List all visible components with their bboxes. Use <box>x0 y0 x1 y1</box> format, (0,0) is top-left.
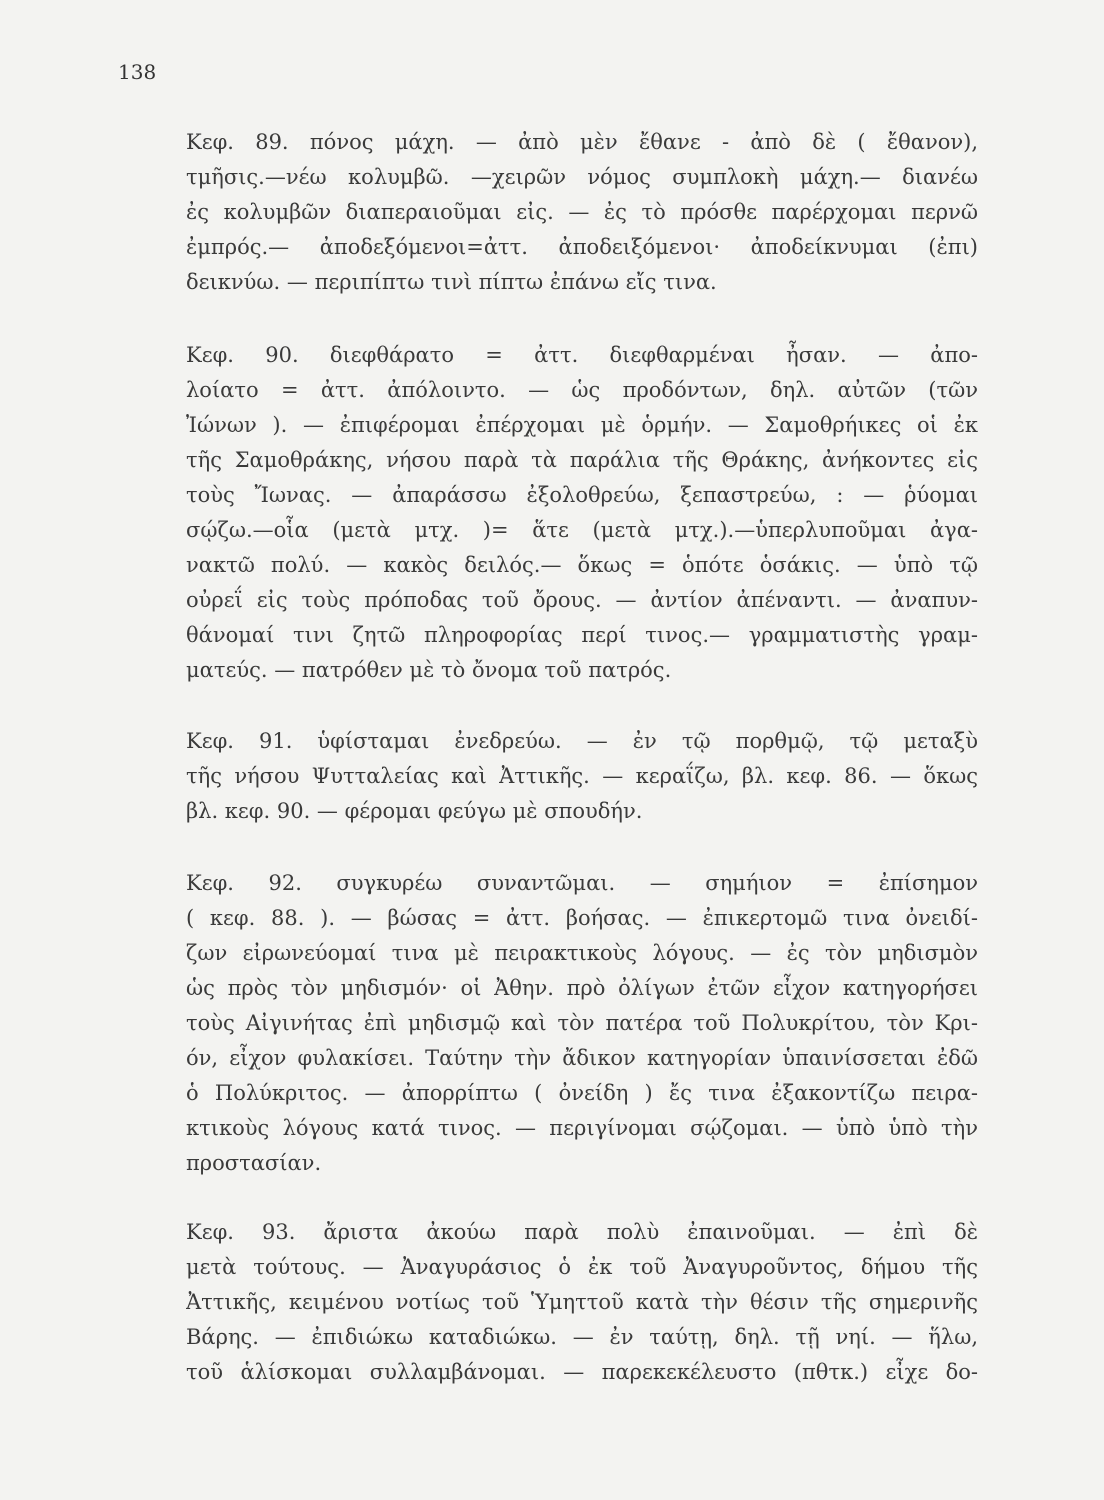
text-line: Κεφ. 92. συγκυρέω συναντῶμαι. — σημήιον = ἐπίσημον <box>186 871 978 895</box>
section-chapter-89 <box>186 125 978 300</box>
text-line: ματεύς. — πατρόθεν μὲ τὸ ὄνομα τοῦ πατρός. <box>186 658 672 682</box>
text-line: σῴζω.—οἷα (μετὰ μτχ. )= ἅτε (μετὰ μτχ.).—ὑπερλυποῦμαι ἀγα- <box>186 518 978 542</box>
text-line: ζων εἰρωνεύομαί τινα μὲ πειρακτικοὺς λόγους. — ἐς τὸν μηδισμὸν <box>186 941 978 965</box>
text-line: προστασίαν. <box>186 1151 322 1175</box>
text-line: θάνομαί τινι ζητῶ πληροφορίας περί τινος.— γραμματιστὴς γραμ- <box>186 623 978 647</box>
text-line: Κεφ. 90. διεφθάρατο = ἀττ. διεφθαρμέναι ἦσαν. — ἀπο- <box>186 343 978 367</box>
text-line: τοὺς Ἴωνας. — ἀπαράσσω ἐξολοθρεύω, ξεπαστρεύω, : — ῥύομαι <box>186 483 978 507</box>
text-line: τοὺς Αἰγινήτας ἐπὶ μηδισμῷ καὶ τὸν πατέρα τοῦ Πολυκρίτου, τὸν Κρι- <box>186 1011 978 1035</box>
text-line: όν, εἶχον φυλακίσει. Ταύτην τὴν ἄδικον κατηγορίαν ὑπαινίσσεται ἐδῶ <box>186 1046 978 1070</box>
text-line: λοίατο = ἀττ. ἀπόλοιντο. — ὡς προδόντων, δηλ. αὐτῶν (τῶν <box>186 378 978 402</box>
text-line: ὁ Πολύκριτος. — ἀπορρίπτω ( ὀνείδη ) ἔς τινα ἐξακοντίζω πειρα- <box>186 1081 978 1105</box>
text-line: ἐς κολυμβῶν διαπεραιοῦμαι εἰς. — ἐς τὸ πρόσθε παρέρχομαι περνῶ <box>186 200 978 224</box>
section-chapter-93 <box>186 1215 978 1390</box>
text-line: Κεφ. 91. ὑφίσταμαι ἐνεδρεύω. — ἐν τῷ πορθμῷ, τῷ μεταξὺ <box>186 729 978 753</box>
text-line: Κεφ. 89. πόνος μάχη. — ἀπὸ μὲν ἔθανε - ἀπὸ δὲ ( ἔθανον), <box>186 130 978 154</box>
text-line: τῆς Σαμοθράκης, νήσου παρὰ τὰ παράλια τῆς Θράκης, ἀνήκοντες εἰς <box>186 448 978 472</box>
text-line: οὐρεΐ εἰς τοὺς πρόποδας τοῦ ὄρους. — ἀντίον ἀπέναντι. — ἀναπυν- <box>186 588 978 612</box>
text-line: Ἰώνων ). — ἐπιφέρομαι ἐπέρχομαι μὲ ὁρμήν. — Σαμοθρήικες οἱ ἐκ <box>186 413 978 437</box>
text-line: Ἀττικῆς, κειμένου νοτίως τοῦ Ὑμηττοῦ κατὰ τὴν θέσιν τῆς σημερινῆς <box>186 1290 978 1314</box>
text-line: ( κεφ. 88. ). — βώσας = ἀττ. βοήσας. — ἐπικερτομῶ τινα ὀνειδί- <box>186 906 978 930</box>
text-line: τῆς νήσου Ψυτταλείας καὶ Ἀττικῆς. — κεραΐζω, βλ. κεφ. 86. — ὅκως <box>186 764 978 788</box>
text-line: κτικοὺς λόγους κατά τινος. — περιγίνομαι σῴζομαι. — ὑπὸ ὑπὸ τὴν <box>186 1116 978 1140</box>
section-chapter-92 <box>186 866 978 1181</box>
text-line: βλ. κεφ. 90. — φέρομαι φεύγω μὲ σπουδήν. <box>186 799 643 823</box>
text-line: Βάρης. — ἐπιδιώκω καταδιώκω. — ἐν ταύτῃ, δηλ. τῇ νηί. — ἥλω, <box>186 1325 978 1349</box>
text-line: τμῆσις.—νέω κολυμβῶ. —χειρῶν νόμος συμπλοκὴ μάχη.— διανέω <box>186 165 978 189</box>
text-line: δεικνύω. — περιπίπτω τινὶ πίπτω ἐπάνω εἴς τινα. <box>186 270 717 294</box>
section-chapter-91 <box>186 724 978 829</box>
page-number: 138 <box>118 60 157 84</box>
text-line: ὡς πρὸς τὸν μηδισμόν· οἱ Ἀθην. πρὸ ὀλίγων ἐτῶν εἶχον κατηγορήσει <box>186 976 978 1000</box>
text-line: νακτῶ πολύ. — κακὸς δειλός.— ὅκως = ὁπότε ὁσάκις. — ὑπὸ τῷ <box>186 553 978 577</box>
section-chapter-90 <box>186 338 978 688</box>
text-line: τοῦ ἁλίσκομαι συλλαμβάνομαι. — παρεκεκέλευστο (πθτκ.) εἶχε δο- <box>186 1360 978 1384</box>
text-line: ἐμπρός.— ἀποδεξόμενοι=ἀττ. ἀποδειξόμενοι· ἀποδείκνυμαι (ἐπι) <box>186 235 978 259</box>
text-line: μετὰ τούτους. — Ἀναγυράσιος ὁ ἐκ τοῦ Ἀναγυροῦντος, δήμου τῆς <box>186 1255 978 1279</box>
text-line: Κεφ. 93. ἄριστα ἀκούω παρὰ πολὺ ἐπαινοῦμαι. — ἐπὶ δὲ <box>186 1220 978 1244</box>
